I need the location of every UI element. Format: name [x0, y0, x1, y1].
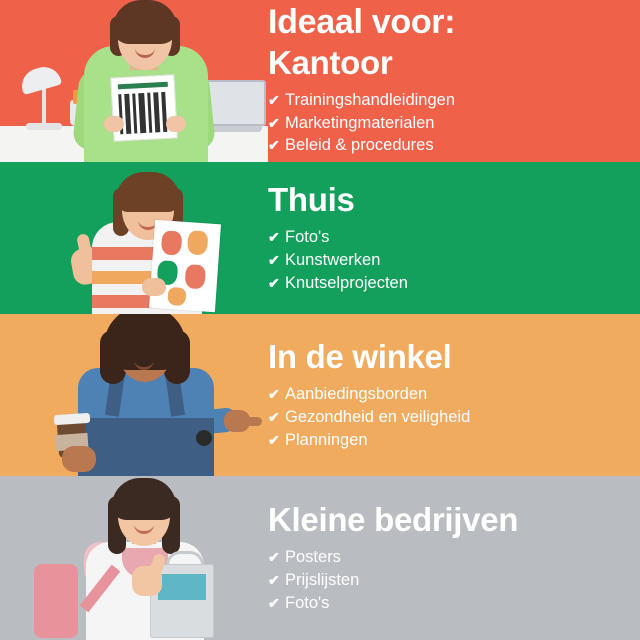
section-heading-small-business: Kleine bedrijven — [268, 500, 519, 538]
check-icon: ✔ — [268, 549, 280, 565]
list-item-label: Knutselprojecten — [285, 273, 408, 292]
section-office — [0, 0, 640, 162]
check-icon: ✔ — [268, 91, 280, 108]
list-item — [268, 383, 470, 406]
list-item-label: Planningen — [285, 430, 368, 449]
check-icon: ✔ — [268, 386, 280, 402]
list-item-label: Prijslijsten — [285, 570, 360, 589]
section-heading-store: In de winkel — [268, 337, 452, 375]
woman-holding-laminated-sheet-photo — [0, 0, 268, 162]
list-item — [268, 429, 470, 452]
check-icon: ✔ — [268, 251, 280, 268]
page-title: Ideaal voor: — [268, 2, 456, 41]
check-icon: ✔ — [268, 114, 280, 131]
list-item — [268, 569, 518, 592]
list-item-label: Gezondheid en veiligheid — [285, 407, 471, 426]
office-text-block — [268, 0, 455, 162]
handprint-artwork — [149, 220, 221, 312]
check-icon: ✔ — [268, 571, 280, 588]
check-icon: ✔ — [268, 274, 280, 291]
section-store — [0, 314, 640, 476]
yoga-mat — [34, 564, 78, 638]
list-item — [268, 406, 470, 429]
laminated-document — [110, 74, 177, 141]
list-item — [268, 272, 408, 295]
list-item-label: Trainingshandleidingen — [285, 90, 456, 109]
list-item — [268, 546, 518, 569]
list-item-label: Kunstwerken — [285, 250, 381, 269]
list-item — [268, 112, 455, 135]
girl-with-handprint-artwork-photo — [0, 162, 268, 314]
list-item-label: Posters — [285, 548, 341, 566]
list-item-label: Beleid & procedures — [285, 136, 434, 155]
small-business-text-block — [268, 476, 518, 640]
list-item — [268, 592, 518, 615]
section-small-business — [0, 476, 640, 640]
list-item-label: Aanbiedingsborden — [285, 385, 428, 403]
store-text-block — [268, 314, 470, 476]
check-icon: ✔ — [268, 137, 280, 154]
store-employee-pointing-photo — [0, 314, 268, 476]
home-text-block — [268, 162, 408, 314]
list-item-label: Marketingmaterialen — [285, 113, 435, 132]
list-item — [268, 249, 408, 272]
section-home — [0, 162, 640, 314]
store-benefit-list — [268, 383, 470, 451]
check-icon: ✔ — [268, 431, 280, 448]
check-icon: ✔ — [268, 594, 280, 611]
woman-with-yoga-mat-and-bag-photo — [0, 476, 268, 640]
list-item-label: Foto's — [285, 593, 330, 612]
list-item — [268, 226, 408, 249]
list-item — [268, 89, 455, 112]
small-business-benefit-list — [268, 546, 518, 614]
check-icon: ✔ — [268, 408, 280, 425]
home-benefit-list — [268, 226, 408, 294]
list-item — [268, 134, 455, 157]
check-icon: ✔ — [268, 229, 280, 245]
section-heading-home: Thuis — [268, 180, 355, 218]
section-heading-office: Kantoor — [268, 43, 393, 81]
office-benefit-list — [268, 89, 455, 157]
list-item-label: Foto's — [285, 228, 330, 246]
